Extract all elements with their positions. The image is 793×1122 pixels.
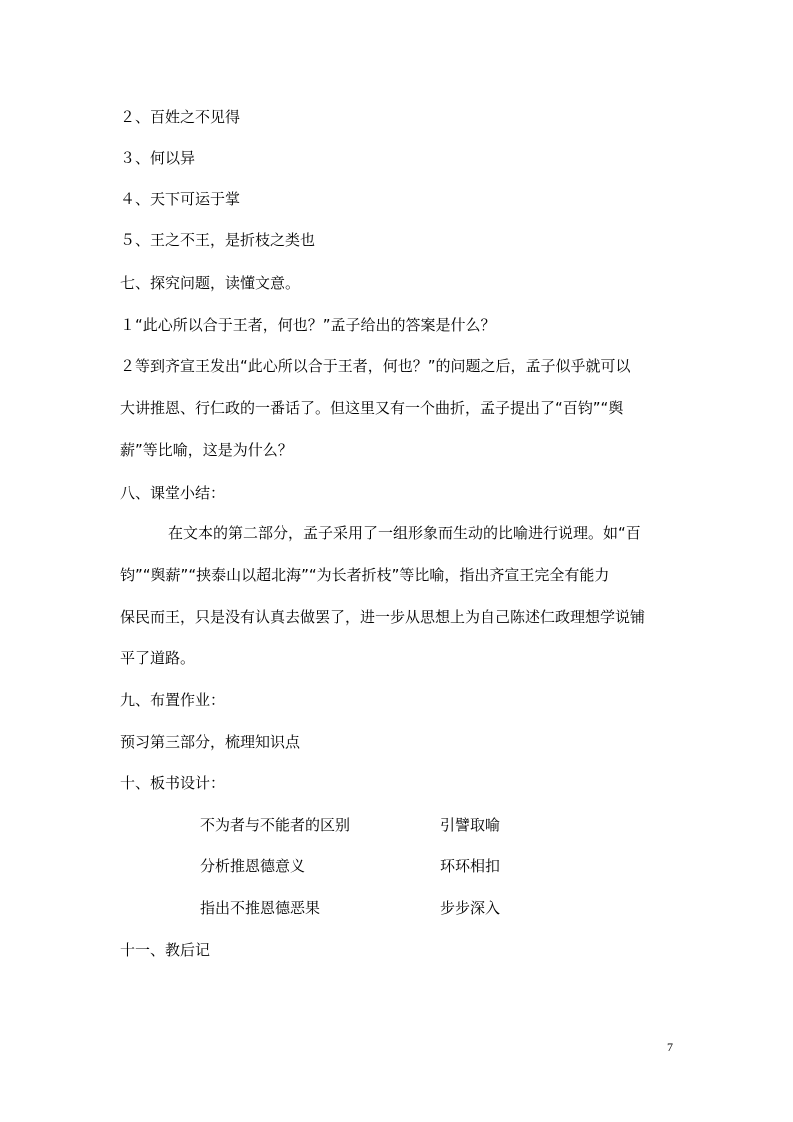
section-7-heading: 七、探究问题，读懂文意。 [120,274,301,292]
board-right-2: 环环相扣 [440,857,501,875]
list-item-5: ５、王之不王，是折枝之类也 [120,231,316,249]
list-item-2: ２、百姓之不见得 [120,108,241,126]
question-1: １“此心所以合于王者，何也？”孟子给出的答案是什么？ [120,316,496,334]
summary-line-2: 钧”“舆薪”“挟泰山以超北海”“为长者折枝”等比喻，指出齐宣王完全有能力 [120,566,610,584]
board-left-1: 不为者与不能者的区别 [200,816,351,834]
summary-line-4: 平了道路。 [120,649,196,667]
page-number: 7 [667,1040,673,1054]
board-left-2: 分析推恩德意义 [200,857,306,875]
summary-line-3: 保民而王，只是没有认真去做罢了，进一步从思想上为自己陈述仁政理想学说铺 [120,608,646,626]
homework-text: 预习第三部分，梳理知识点 [120,733,301,751]
list-item-3: ３、何以异 [120,149,196,167]
section-8-heading: 八、课堂小结： [120,484,226,502]
section-9-heading: 九、布置作业： [120,691,226,709]
board-left-3: 指出不推恩德恶果 [200,899,321,917]
section-10-heading: 十、板书设计： [120,774,226,792]
board-right-1: 引譬取喻 [440,816,501,834]
question-2-line-2: 大讲推恩、行仁政的一番话了。但这里又有一个曲折，孟子提出了“百钧”“舆 [120,399,624,417]
list-item-4: ４、天下可运于掌 [120,190,241,208]
summary-line-1: 在文本的第二部分，孟子采用了一组形象而生动的比喻进行说理。如“百 [168,524,641,542]
question-2-line-1: ２等到齐宣王发出“此心所以合于王者，何也？”的问题之后，孟子似乎就可以 [120,357,631,375]
board-right-3: 步步深入 [440,899,501,917]
question-2-line-3: 薪”等比喻，这是为什么？ [120,441,293,459]
section-11-heading: 十一、教后记 [120,941,211,959]
